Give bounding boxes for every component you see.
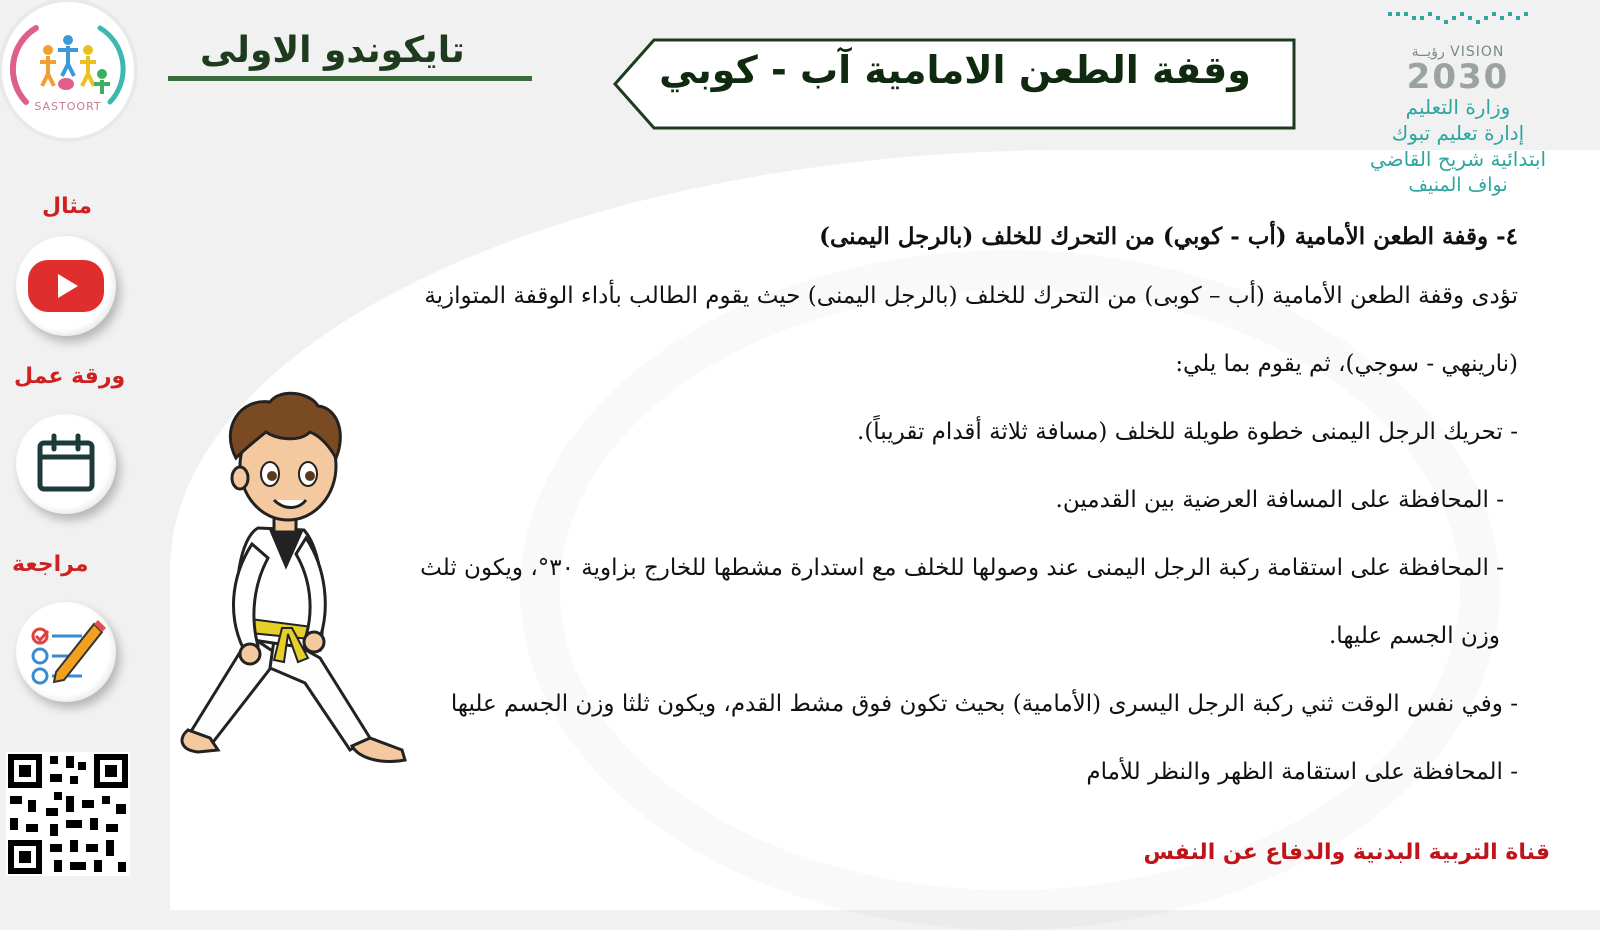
ministry-name: وزارة التعليم xyxy=(1405,95,1511,119)
lesson-title: تايكوندو الاولى xyxy=(200,30,465,71)
sidebar-label-review: مراجعة xyxy=(12,552,89,577)
bullet-item-continuation: وزن الجسم عليها. xyxy=(1329,623,1500,649)
logo-figures-icon xyxy=(2,2,134,138)
bullet-item: - المحافظة على المسافة العرضية بين القدمين. xyxy=(1055,487,1504,513)
bullet-item: - تحريك الرجل اليمنى خطوة طويلة للخلف (مسافة ثلاثة أقدام تقريباً). xyxy=(857,419,1518,445)
taekwondo-kid-illustration xyxy=(170,388,420,783)
bullet-item: - المحافظة على استقامة ركبة الرجل اليمنى عند وصولها للخلف مع استدارة مشطها للخارج بزاوية ٣٠°، ويكون ثلث xyxy=(420,555,1504,581)
worksheet-button[interactable] xyxy=(16,414,116,514)
checklist-pencil-icon xyxy=(26,612,106,692)
lesson-title-underline xyxy=(168,76,532,81)
bullet-item: - وفي نفس الوقت ثني ركبة الرجل اليسرى (الأمامية) بحيث تكون فوق مشط القدم، ويكون ثلثا وزن الجسم عليها xyxy=(450,691,1518,717)
qr-code-icon xyxy=(6,752,130,876)
logo-text: SASTOORT xyxy=(34,100,102,113)
intro-line-2: (نارينهي - سوجي)، ثم يقوم بما يلي: xyxy=(1175,351,1518,377)
qr-code[interactable] xyxy=(6,752,130,876)
teacher-name: نواف المنيف xyxy=(1408,174,1508,196)
vision-year: 2030 xyxy=(1406,57,1510,97)
intro-line-1: تؤدى وقفة الطعن الأمامية (أب – كوبى) من التحرك للخلف (بالرجل اليمنى) حيث يقوم الطالب بأداء الوقفة المتوازية xyxy=(424,283,1518,309)
channel-logo xyxy=(2,2,134,138)
vision-dots-icon xyxy=(1378,10,1538,26)
sidebar-label-example: مثال xyxy=(42,194,92,219)
lesson-content xyxy=(420,212,1518,806)
page-title: وقفة الطعن الامامية آب - كوبي xyxy=(659,48,1251,92)
bullet-item: - المحافظة على استقامة الظهر والنظر للأمام xyxy=(1086,759,1518,785)
ministry-logo xyxy=(1338,10,1578,198)
school-name: ابتدائية شريح القاضي xyxy=(1369,147,1547,171)
sidebar-label-worksheet: ورقة عمل xyxy=(14,364,126,389)
example-video-button[interactable] xyxy=(16,236,116,336)
channel-footer: قناة التربية البدنية والدفاع عن النفس xyxy=(1143,840,1550,865)
youtube-icon xyxy=(24,256,108,316)
calendar-icon xyxy=(34,433,98,495)
vision-label: VISION رؤيــة xyxy=(1411,44,1505,60)
education-department: إدارة تعليم تبوك xyxy=(1391,121,1525,145)
section-heading: ٤- وقفة الطعن الأمامية (أب - كوبي) من التحرك للخلف (بالرجل اليمنى) xyxy=(819,223,1518,250)
review-button[interactable] xyxy=(16,602,116,702)
